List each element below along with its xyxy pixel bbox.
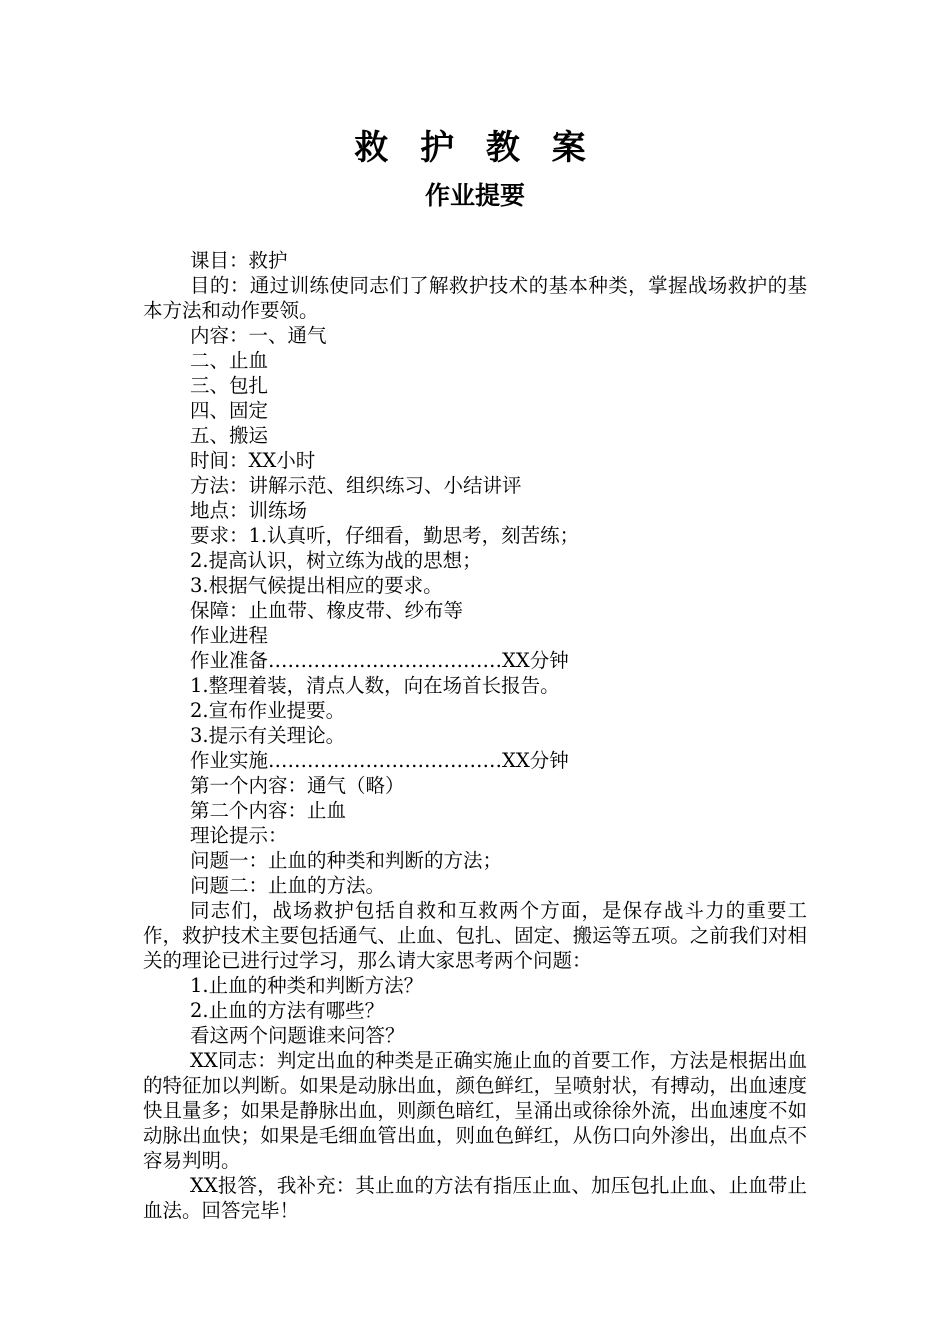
course-line: 课目：救护 xyxy=(190,249,288,272)
content-item-3: 三、包扎 xyxy=(190,374,269,397)
content-line: 内容：一、通气 xyxy=(190,324,327,347)
implementation-line: 作业实施………………………………XX分钟 xyxy=(190,749,569,772)
supplement-paragraph: XX报答，我补充：其止血的方法有指压止血、加压包扎止血、止血带止血法。回答完毕！ xyxy=(143,1174,807,1222)
theory-hint-line: 理论提示： xyxy=(190,824,288,847)
requirement-line: 要求：1.认真听，仔细看，勤思考，刻苦练； xyxy=(190,524,580,547)
preparation-item-1: 1.整理着装，清点人数，向在场首长报告。 xyxy=(190,674,560,697)
document-subtitle: 作业提要 xyxy=(424,181,525,210)
question-2-line: 问题二：止血的方法。 xyxy=(190,874,386,897)
requirement-item-3: 3.根据气候提出相应的要求。 xyxy=(190,574,443,597)
think-question-1: 1.止血的种类和判断方法？ xyxy=(190,974,424,997)
document-title: 救 护 教 案 xyxy=(354,128,596,168)
who-answers-line: 看这两个问题谁来问答？ xyxy=(190,1024,405,1047)
requirement-item-2: 2.提高认识，树立练为战的思想； xyxy=(190,549,482,572)
question-1-line: 问题一：止血的种类和判断的方法； xyxy=(190,849,503,872)
time-line: 时间：XX小时 xyxy=(190,449,316,472)
first-content-line: 第一个内容：通气（略） xyxy=(190,774,405,797)
purpose-paragraph: 目的：通过训练使同志们了解救护技术的基本种类，掌握战场救护的基本方法和动作要领。 xyxy=(143,274,807,322)
preparation-item-2: 2.宣布作业提要。 xyxy=(190,699,346,722)
intro-paragraph: 同志们，战场救护包括自救和互救两个方面，是保存战斗力的重要工作，救护技术主要包括通气、止血、包扎、固定、搬运等五项。之前我们对相关的理论已进行过学习，那么请大家思考两个问题： xyxy=(143,899,807,972)
second-content-line: 第二个内容：止血 xyxy=(190,799,347,822)
preparation-line: 作业准备………………………………XX分钟 xyxy=(190,649,569,672)
content-item-4: 四、固定 xyxy=(190,399,269,422)
location-line: 地点：训练场 xyxy=(190,499,308,522)
method-line: 方法：讲解示范、组织练习、小结讲评 xyxy=(190,474,522,497)
document-body xyxy=(143,248,807,1223)
preparation-item-3: 3.提示有关理论。 xyxy=(190,724,346,747)
process-heading: 作业进程 xyxy=(190,624,269,647)
answer-paragraph: XX同志：判定出血的种类是正确实施止血的首要工作，方法是根据出血的特征加以判断。如果是动脉出血，颜色鲜红，呈喷射状，有搏动，出血速度快且量多；如果是静脉出血，则颜色暗红，呈涌出或徐徐外流，出血速度不如动脉出血快；如果是毛细血管出血，则血色鲜红，从伤口向外渗出，出血点不容易判明。 xyxy=(143,1049,807,1172)
content-item-2: 二、止血 xyxy=(190,349,269,372)
support-line: 保障：止血带、橡皮带、纱布等 xyxy=(190,599,464,622)
think-question-2: 2.止血的方法有哪些？ xyxy=(190,999,385,1022)
content-item-5: 五、搬运 xyxy=(190,424,269,447)
